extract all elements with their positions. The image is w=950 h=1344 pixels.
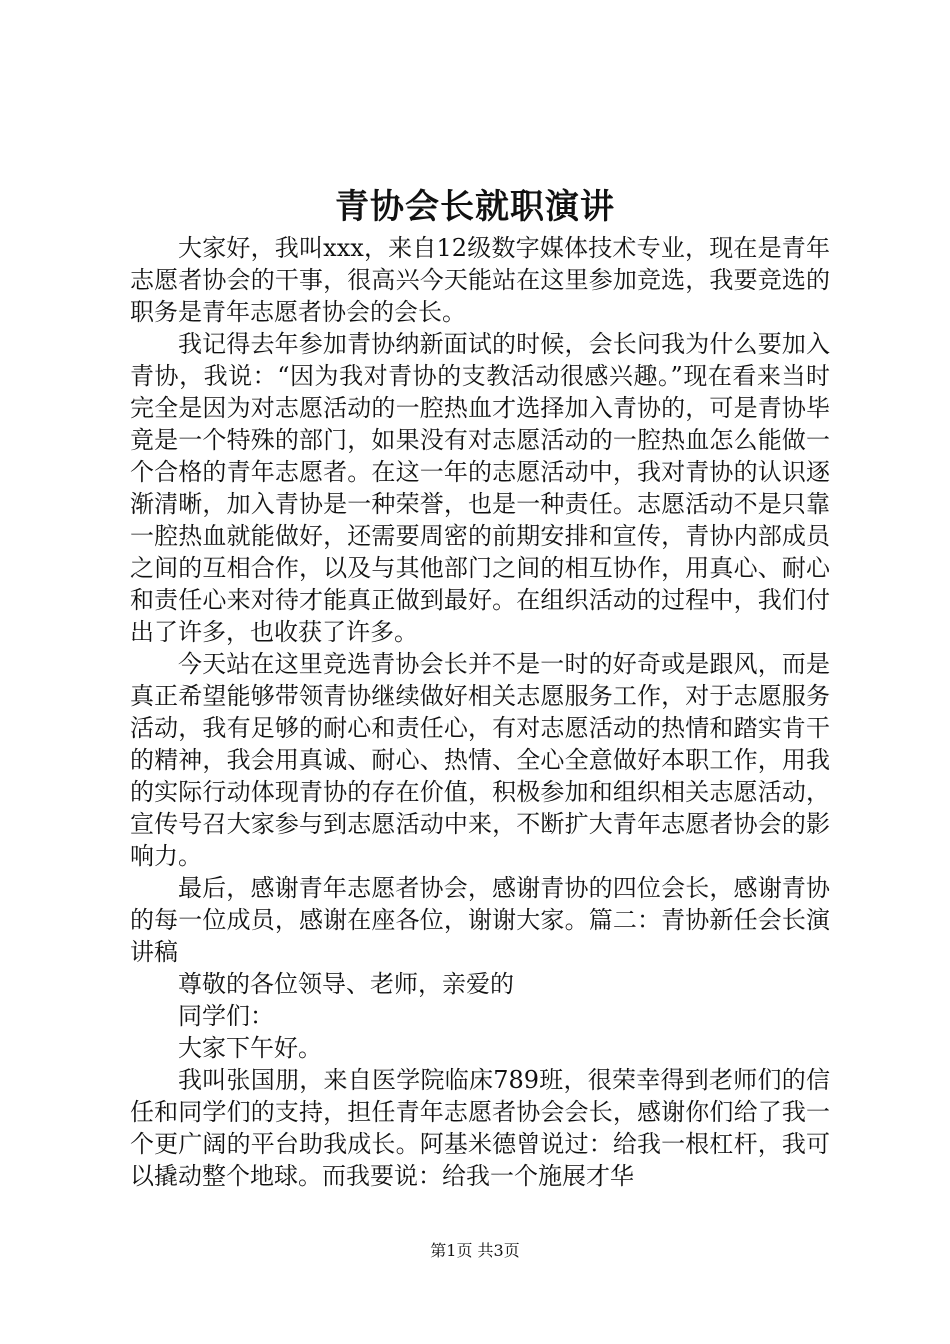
paragraph-3: 今天站在这里竞选青协会长并不是一时的好奇或是跟风，而是真正希望能够带领青协继续做好相关志愿服务工作，对于志愿服务活动，我有足够的耐心和责任心，有对志愿活动的热情和踏实肯干的精神，我会用真诚、耐心、热情、全心全意做好本职工作，用我的实际行动体现青协的存在价值，积极参加和组织相关志愿活动，宣传号召大家参与到志愿活动中来，不断扩大青年志愿者协会的影响力。 xyxy=(130,650,830,870)
paragraph-4: 最后，感谢青年志愿者协会，感谢青协的四位会长，感谢青协的每一位成员，感谢在座各位，谢谢大家。篇二：青协新任会长演讲稿 xyxy=(130,874,830,966)
paragraph-6: 同学们： xyxy=(178,1002,274,1030)
paragraph-7: 大家下午好。 xyxy=(178,1034,322,1062)
paragraph-5: 尊敬的各位领导、老师，亲爱的 xyxy=(178,970,514,998)
document-title: 青协会长就职演讲 xyxy=(335,187,615,227)
page-indicator: 第1页 共3页 xyxy=(430,1241,520,1260)
paragraph-1: 大家好，我叫xxx，来自12级数字媒体技术专业，现在是青年志愿者协会的干事，很高兴今天能站在这里参加竞选，我要竞选的职务是青年志愿者协会的会长。 xyxy=(130,234,830,326)
paragraph-2: 我记得去年参加青协纳新面试的时候，会长问我为什么要加入青协，我说：“因为我对青协的支教活动很感兴趣。”现在看来当时完全是因为对志愿活动的一腔热血才选择加入青协的，可是青协毕竟是一个特殊的部门，如果没有对志愿活动的一腔热血怎么能做一个合格的青年志愿者。在这一年的志愿活动中，我对青协的认识逐渐清晰，加入青协是一种荣誉，也是一种责任。志愿活动不是只靠一腔热血就能做好，还需要周密的前期安排和宣传，青协内部成员之间的互相合作，以及与其他部门之间的相互协作，用真心、耐心和责任心来对待才能真正做到最好。在组织活动的过程中，我们付出了许多，也收获了许多。 xyxy=(130,330,830,646)
document-body xyxy=(130,232,830,1192)
paragraph-8: 我叫张国朋，来自医学院临床789班，很荣幸得到老师们的信任和同学们的支持，担任青年志愿者协会会长，感谢你们给了我一个更广阔的平台助我成长。阿基米德曾说过：给我一根杠杆，我可以撬动整个地球。而我要说：给我一个施展才华 xyxy=(130,1066,830,1190)
